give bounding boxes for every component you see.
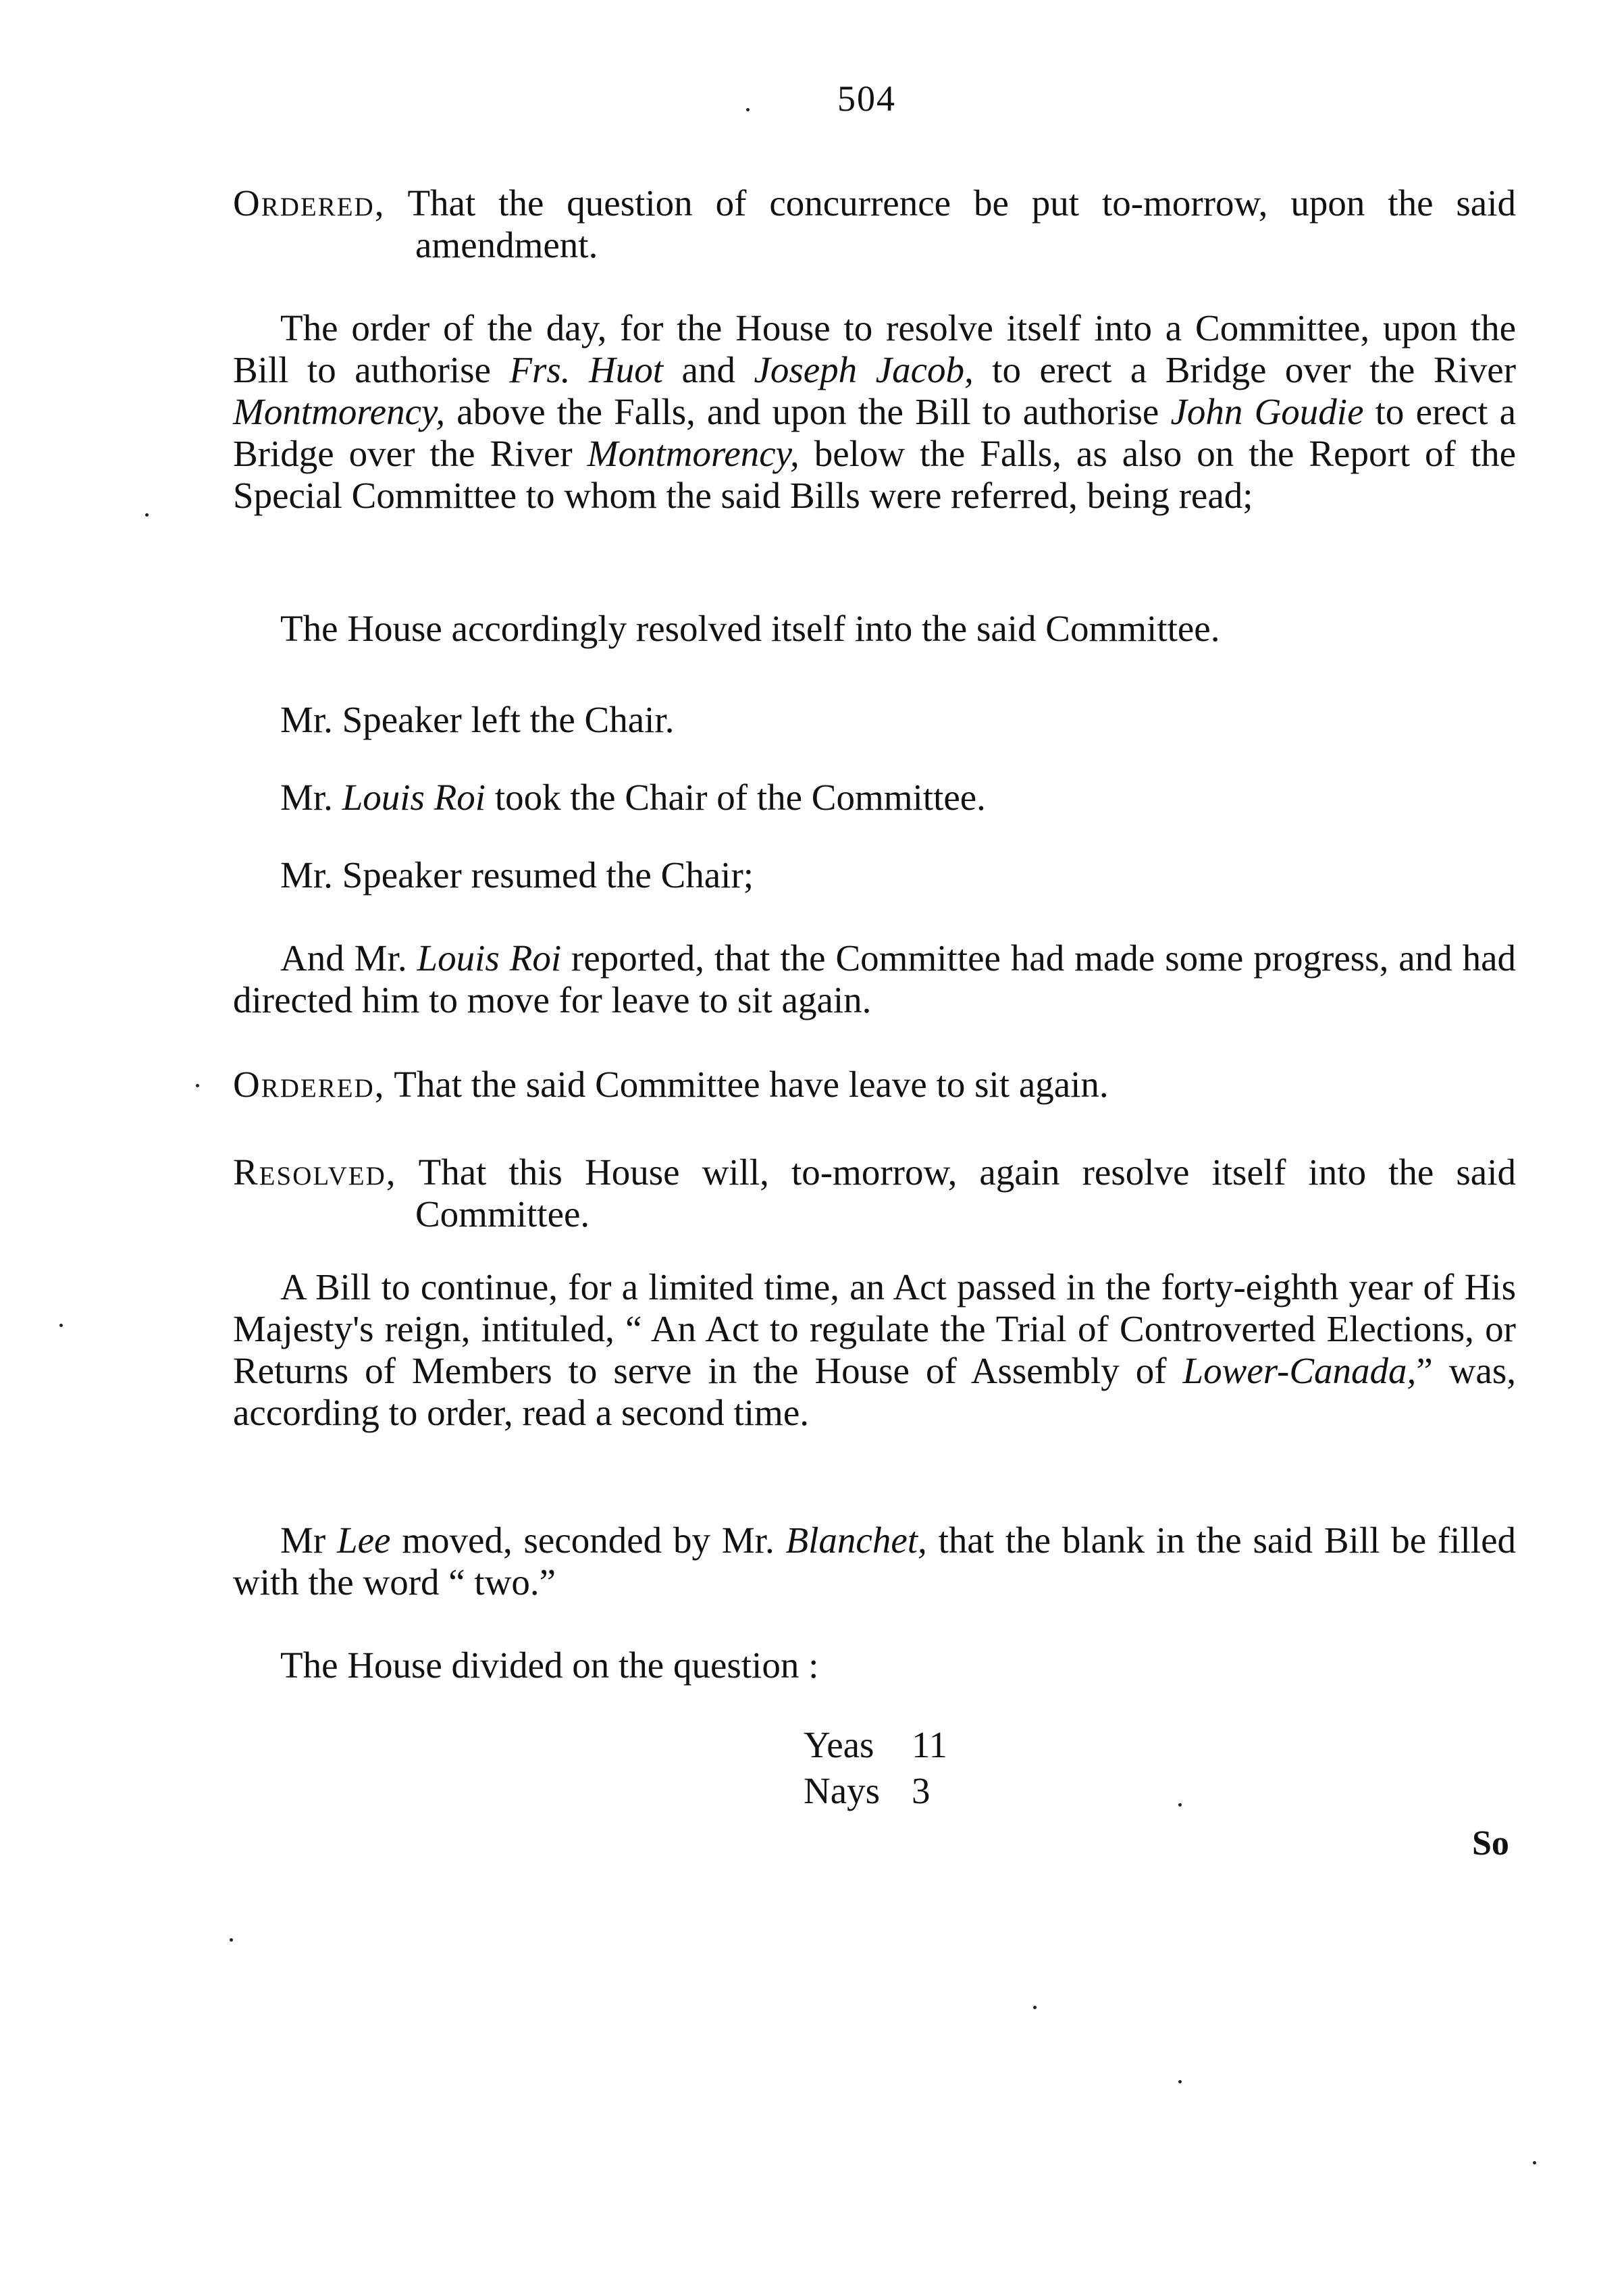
paragraph-speaker-left xyxy=(233,699,1516,741)
paragraph-ordered-leave xyxy=(233,1064,1516,1106)
river-name-2: Montmorency, xyxy=(587,433,800,474)
order-text-3: to erect a Bridge over the River xyxy=(973,349,1517,390)
lower-canada-name: Lower-Canada, xyxy=(1182,1350,1417,1391)
name-jacob: Joseph Jacob, xyxy=(754,349,974,390)
scan-speck xyxy=(746,108,750,111)
scan-speck xyxy=(145,513,149,517)
name-roi: Louis Roi xyxy=(342,777,486,818)
nays-row xyxy=(804,1768,947,1814)
resolved-heading: Resolved, xyxy=(233,1151,397,1193)
house-resolved-text: The House accordingly resolved itself into the said Committee. xyxy=(280,608,1220,649)
paragraph-roi-reported xyxy=(233,937,1516,1021)
scan-speck xyxy=(230,1938,233,1942)
name-blanchet: Blanchet, xyxy=(785,1520,927,1561)
scan-speck xyxy=(196,1084,199,1087)
moved-text-3: that the blank in the said Bill be filled with the word “ two.” xyxy=(233,1520,1516,1603)
name-huot: Frs. Huot xyxy=(509,349,664,390)
page-number: 504 xyxy=(837,78,896,119)
bill-text-2: ” was, according to order, read a second time. xyxy=(233,1350,1516,1433)
ordered-leave-text: That the said Committee have leave to sit again. xyxy=(394,1064,1109,1105)
name-goudie: John Goudie xyxy=(1170,391,1364,432)
division-results xyxy=(804,1722,947,1814)
order-text-1: The order of the day, for the House to resolve itself into a Committee, upon the Bill to authorise xyxy=(233,307,1516,390)
scan-speck xyxy=(1178,2080,1182,2083)
bill-text-1: A Bill to continue, for a limited time, an Act passed in the forty-eighth year of His Majesty's reign, intituled, “ An Act to regulate the Trial of Controverted Elections, or Returns of Members to serve in the House of Assembly of xyxy=(233,1266,1516,1391)
moved-text-1: Mr xyxy=(280,1520,338,1561)
ordered-text: That the question of concurrence be put to-morrow, upon the said amendment. xyxy=(407,182,1517,265)
yeas-label: Yeas xyxy=(804,1724,874,1765)
yeas-count: 11 xyxy=(912,1724,947,1765)
order-text-6: below the Falls, as also on the Report of the Special Committee to whom the said Bills were referred, being read; xyxy=(233,433,1516,516)
resolved-text: That this House will, to-morrow, again resolve itself into the said Committee. xyxy=(415,1151,1516,1235)
nays-count: 3 xyxy=(912,1770,931,1811)
paragraph-order-of-day xyxy=(233,307,1516,517)
paragraph-speaker-resumed xyxy=(233,854,1516,896)
scan-speck xyxy=(1533,2161,1536,2164)
name-roi-2: Louis Roi xyxy=(417,937,562,979)
report-text-1: And Mr. xyxy=(280,937,417,979)
order-text-4: above the Falls, and upon the Bill to authorise xyxy=(445,391,1171,432)
paragraph-house-divided xyxy=(233,1644,1516,1686)
moved-text-2: moved, seconded by Mr. xyxy=(390,1520,786,1561)
name-lee: Lee xyxy=(337,1520,391,1561)
nays-label: Nays xyxy=(804,1770,881,1811)
order-text-2: and xyxy=(663,349,754,390)
speaker-left-text: Mr. Speaker left the Chair. xyxy=(280,699,675,740)
scan-speck xyxy=(59,1324,63,1327)
paragraph-ordered-concurrence xyxy=(233,182,1516,266)
roi-text-2: took the Chair of the Committee. xyxy=(486,777,986,818)
speaker-resumed-text: Mr. Speaker resumed the Chair; xyxy=(280,854,754,896)
report-text-2: reported, that the Committee had made some progress, and had directed him to move for leave to sit again. xyxy=(233,937,1516,1020)
river-name-1: Montmorency, xyxy=(233,391,446,432)
scan-speck xyxy=(1033,2006,1037,2009)
paragraph-roi-took-chair xyxy=(233,777,1516,819)
roi-text-1: Mr. xyxy=(280,777,342,818)
paragraph-house-resolved xyxy=(233,608,1516,650)
ordered-heading: Ordered, xyxy=(233,182,386,224)
paragraph-bill-second-reading xyxy=(233,1266,1516,1434)
paragraph-resolved xyxy=(233,1151,1516,1235)
paragraph-lee-moved xyxy=(233,1520,1516,1603)
ordered-heading-2: Ordered, xyxy=(233,1064,386,1105)
yeas-row xyxy=(804,1722,947,1768)
house-divided-text: The House divided on the question : xyxy=(280,1644,819,1686)
scan-speck xyxy=(1178,1803,1182,1807)
order-text-5: to erect a Bridge over the River xyxy=(233,391,1516,474)
catchword: So xyxy=(1472,1824,1509,1863)
